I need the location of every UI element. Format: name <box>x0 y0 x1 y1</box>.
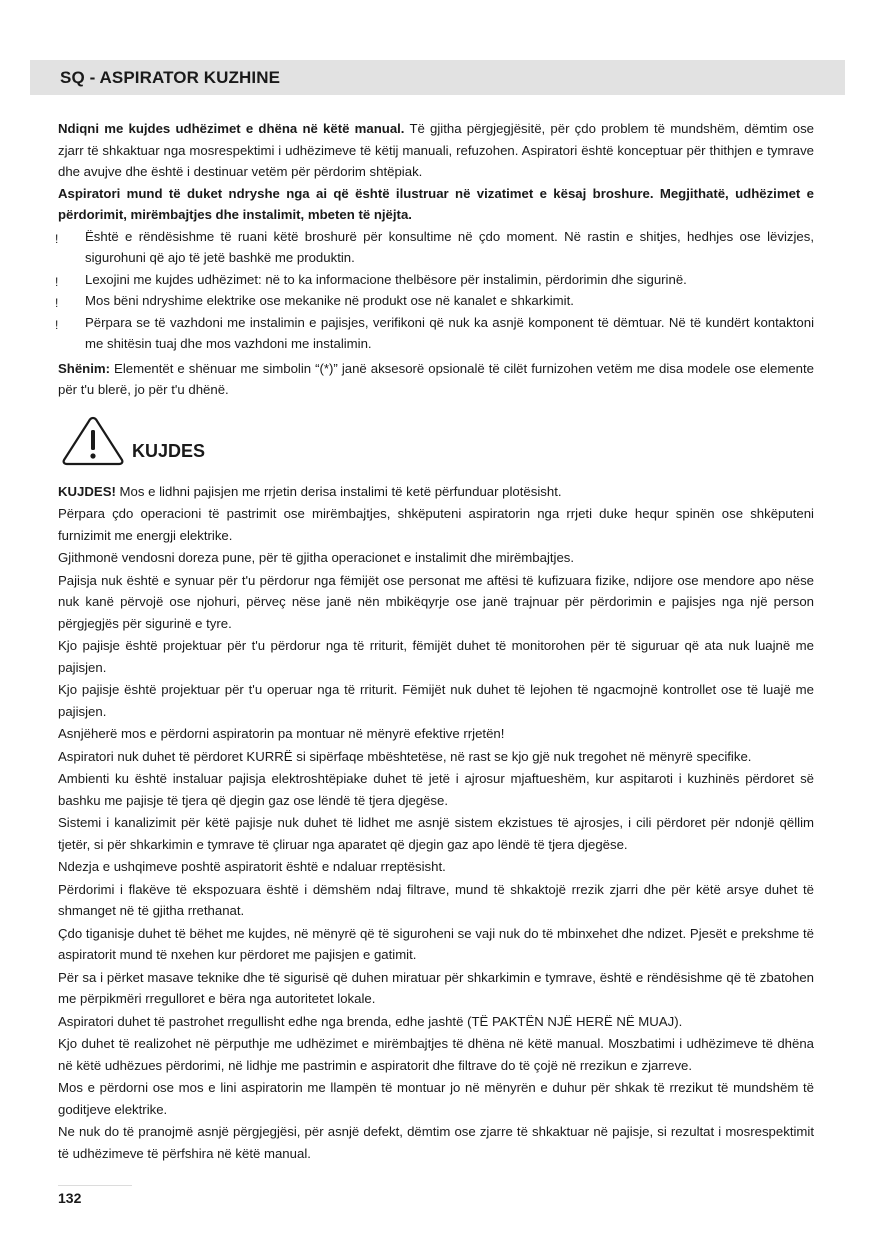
caution-paragraph: Çdo tiganisje duhet të bëhet me kujdes, në mënyrë që të siguroheni se vaji nuk do të mbinxehet dhe ndizet. Pjesët e prekshme të aspiratorit mund të nxehen kur përdoret me pajisjen e gatimit. <box>58 925 814 962</box>
manual-content <box>55 118 814 1165</box>
caution-paragraph: Ambienti ku është instaluar pajisja elektroshtëpiake duhet të jetë i ajrosur mjaftueshëm, kur aspitaroti i kuzhinës përdoret së bashku me pajisje të tjera që djegin gaz ose lëndë të tjera djegëse. <box>58 771 814 808</box>
caution-paragraph: Gjithmonë vendosni doreza pune, për të gjitha operacionet e instalimit dhe mirëmbajtjes. <box>58 550 575 565</box>
warning-triangle-icon <box>60 415 126 467</box>
safety-bullet-list <box>55 226 814 355</box>
exclamation-icon: ! <box>55 274 59 289</box>
exclamation-icon: ! <box>55 296 59 310</box>
caution-paragraph: Kjo pajisje është projektuar për t'u përdorur nga të rriturit, fëmijët duhet të monitorohen për të siguruar që ata nuk luajnë me pajisjen. <box>58 638 814 675</box>
caution-paragraph: Mos e përdorni ose mos e lini aspiratorin me llampën të montuar jo në mënyrën e duhur për shkak të rrezikut të mundshëm të goditjeve elektrike. <box>58 1080 814 1117</box>
footer-divider <box>58 1185 132 1186</box>
caution-first-paragraph: KUJDES! Mos e lidhni pajisjen me rrjetin derisa instalimi të ketë përfunduar plotësisht. <box>58 483 562 499</box>
exclamation-icon: ! <box>55 231 59 246</box>
list-item: ! Përpara se të vazhdoni me instalimin e pajisjes, verifikoni që nuk ka asnjë komponent të dëmtuar. Në të kundërt kontaktoni me shitësin tuaj dhe mos vazhdoni me instalimin. <box>55 314 814 351</box>
caution-section <box>58 481 814 1165</box>
caution-paragraph: Asnjëherë mos e përdorni aspiratorin pa montuar në mënyrë efektive rrjetën! <box>58 726 505 741</box>
list-item: ! Është e rëndësishme të ruani këtë broshurë për konsultime në çdo moment. Në rastin e shitjes, hedhjes ose lëvizjes, sigurohuni që ajo të jetë bashkë me produktin. <box>55 228 814 265</box>
intro-bold-lead: Ndiqni me kujdes udhëzimet e dhëna në këtë manual. <box>58 121 405 136</box>
caution-paragraph: Sistemi i kanalizimit për këtë pajisje nuk duhet të lidhet me asnjë sistem ekzistues të ajrosjes, i cili përdoret për ndonjë qëllim tjetër, si për shkarkimin e tymrave të çliruar nga aparatet që djegin gaz apo lëndë të tjera djegëse. <box>58 815 814 852</box>
caution-paragraph: Aspiratori duhet të pastrohet rregullisht edhe nga brenda, edhe jashtë (TË PAKTËN NJË HERË NË MUAJ). <box>58 1013 683 1029</box>
caution-paragraph: Përpara çdo operacioni të pastrimit ose mirëmbajtjes, shkëputeni aspiratorin nga rrjeti duke hequr spinën ose shkëputeni furnizimit me energji elektrike. <box>58 506 814 543</box>
caution-paragraph: Për sa i përket masave teknike dhe të sigurisë që duhen miratuar për shkarkimin e tymrave, është e rëndësishme që të zbatohen me përpikmëri rregulloret e bëra nga autoritetet lokale. <box>58 969 814 1006</box>
exclamation-icon: ! <box>55 317 59 332</box>
caution-paragraph: Pajisja nuk është e synuar për t'u përdorur nga fëmijët ose personat me aftësi të kufizuara fizike, ndijore ose mendore apo nëse nuk kanë përvojë ose njohuri, përveç nëse janë nën mbikëqyrje ose janë trajnuar për përdorimin e pajisjes nga një person përgjegjës për sigurinë e tyre. <box>58 572 814 631</box>
page-title: SQ - ASPIRATOR KUZHINE <box>60 68 281 87</box>
note-label: Shënim: <box>58 360 111 376</box>
caution-paragraph: Ne nuk do të pranojmë asnjë përgjegjësi, për asnjë defekt, dëmtim ose zjarre të shkaktuar në pajisje, si rezultat i mosrespektimit të udhëzimeve të përfshira në këtë manual. <box>58 1124 814 1161</box>
intro-text: Të gjitha përgjegjësitë, për çdo problem të mundshëm, dëmtim ose zjarr të shkaktuar nga mosrespektimi i udhëzimeve të këtij manuali, refuzohen. Aspiratori është konceptuar për thithjen e tymrave dhe avujve dhe është i destinuar vetëm për përdorim shtëpiak. <box>58 121 814 179</box>
caution-paragraph: Kjo pajisje është projektuar për t'u operuar nga të rriturit. Fëmijët nuk duhet të lejohen të ngacmojnë kontrollet ose të luajë me pajisjen. <box>58 682 814 719</box>
caution-paragraph: Aspiratori nuk duhet të përdoret KURRË si sipërfaqe mbështetëse, në rast se kjo gjë nuk tregohet në mënyrë specifike. <box>58 748 752 764</box>
caution-paragraph: Ndezja e ushqimeve poshtë aspiratorit është e ndaluar rreptësisht. <box>58 859 446 874</box>
list-item: ! Lexojini me kujdes udhëzimet: në to ka informacione thelbësore për instalimin, përdorimin dhe sigurinë. <box>58 269 814 291</box>
caution-heading-row <box>58 415 814 477</box>
intro-paragraph <box>58 118 814 183</box>
list-item: ! Mos bëni ndryshime elektrike ose mekanike në produkt ose në kanalet e shkarkimit. <box>58 290 814 312</box>
note-text: Elementët e shënuar me simbolin “(*)” janë aksesorë opsionalë të cilët furnizohen vetëm me disa modele ose elemente për t'u blerë, jo për t'u dhënë. <box>58 360 814 397</box>
caution-paragraph: Kjo duhet të realizohet në përputhje me udhëzimet e mirëmbajtjes të dhëna në këtë manual. Moszbatimi i udhëzimeve të dhëna në këtë udhëzues përdorimi, në lidhje me pastrimin e aspiratorit dhe filtrave do të çojë në rrezikun e zjarreve. <box>58 1036 814 1073</box>
caution-paragraph: Përdorimi i flakëve të ekspozuara është i dëmshëm ndaj filtrave, mund të shkaktojë rrezik zjarri dhe për këtë arsye duhet të shmanget në të gjitha rrethanat. <box>58 881 814 918</box>
section-header-bar <box>30 60 845 95</box>
caution-heading: KUJDES <box>132 440 206 461</box>
note-paragraph <box>58 358 814 401</box>
intro-bold-paragraph: Aspiratori mund të duket ndryshe nga ai që është ilustruar në vizatimet e kësaj broshure. Megjithatë, udhëzimet e përdorimit, mirëmbajtjes dhe instalimit, mbeten të njëjta. <box>58 185 814 222</box>
page-number: 132 <box>58 1190 82 1206</box>
